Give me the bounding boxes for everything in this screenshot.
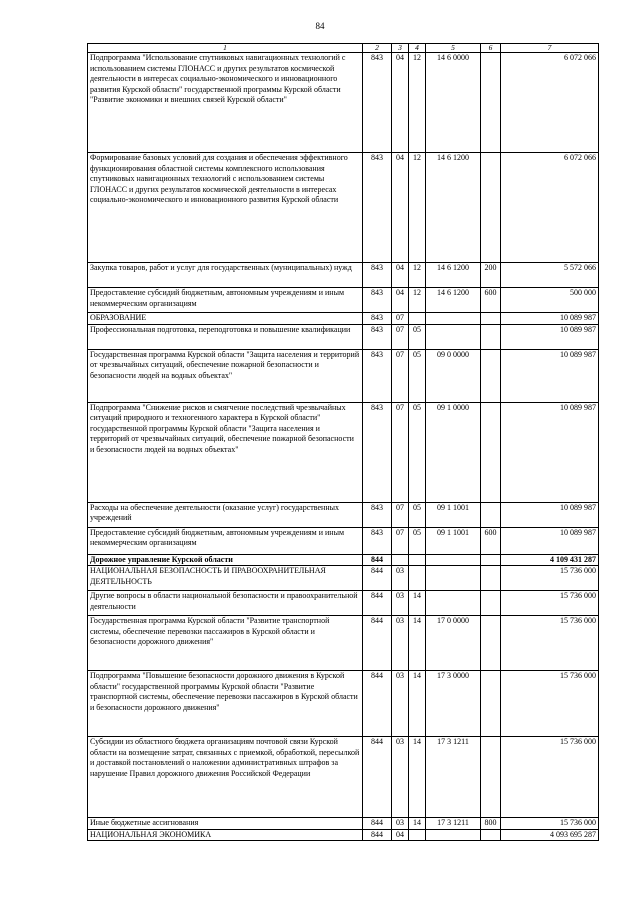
table-body	[88, 44, 599, 841]
cell-amount: 10 089 987	[501, 527, 599, 554]
cell-amount: 10 089 987	[501, 349, 599, 402]
header-cell-7: 7	[501, 44, 599, 53]
cell-admin-code: 843	[363, 153, 392, 263]
cell-subsection: 05	[409, 349, 426, 402]
cell-amount: 5 572 066	[501, 263, 599, 288]
cell-expense-type	[481, 591, 501, 616]
cell-expense-type	[481, 502, 501, 527]
cell-name: Государственная программа Курской области "Защита населения и территорий от чрезвычайных ситуаций, обеспечение пожарной безопасности и безопасности людей на водных объектах"	[88, 349, 363, 402]
cell-amount: 4 109 431 287	[501, 554, 599, 566]
cell-subsection	[409, 313, 426, 325]
cell-amount: 10 089 987	[501, 313, 599, 325]
cell-admin-code: 843	[363, 502, 392, 527]
cell-name: Подпрограмма "Использование спутниковых навигационных технологий с использованием системы ГЛОНАСС и других результатов космической деятельности в интересах социально-экономического и инновационного развития Курской области" государственной программы Курской области "Развитие экономики и внешних связей Курской области"	[88, 53, 363, 153]
cell-section: 03	[392, 566, 409, 591]
table-row	[88, 527, 599, 554]
page-number: 84	[315, 21, 325, 31]
cell-subsection: 14	[409, 671, 426, 737]
cell-name: Иные бюджетные ассигнования	[88, 818, 363, 830]
cell-name: Государственная программа Курской области "Развитие транспортной системы, обеспечение перевозки пассажиров в Курской области и безопасности дорожного движения"	[88, 616, 363, 671]
table-row	[88, 402, 599, 502]
cell-expense-type	[481, 829, 501, 841]
cell-admin-code: 844	[363, 737, 392, 818]
cell-admin-code: 843	[363, 313, 392, 325]
cell-amount: 10 089 987	[501, 502, 599, 527]
cell-section: 07	[392, 502, 409, 527]
budget-table	[87, 43, 599, 841]
cell-name: Предоставление субсидий бюджетным, автономным учреждениям и иным некоммерческим организациям	[88, 288, 363, 313]
cell-expense-type: 800	[481, 818, 501, 830]
cell-admin-code: 844	[363, 829, 392, 841]
cell-expense-type	[481, 349, 501, 402]
cell-name: НАЦИОНАЛЬНАЯ БЕЗОПАСНОСТЬ И ПРАВООХРАНИТЕЛЬНАЯ ДЕЯТЕЛЬНОСТЬ	[88, 566, 363, 591]
cell-section: 04	[392, 153, 409, 263]
cell-expense-type	[481, 313, 501, 325]
table-row	[88, 671, 599, 737]
table-row	[88, 737, 599, 818]
cell-target-article: 14 6 1200	[426, 153, 481, 263]
cell-expense-type	[481, 566, 501, 591]
cell-expense-type	[481, 402, 501, 502]
cell-subsection: 12	[409, 263, 426, 288]
cell-admin-code: 843	[363, 349, 392, 402]
cell-section: 04	[392, 53, 409, 153]
cell-subsection: 14	[409, 616, 426, 671]
cell-amount: 10 089 987	[501, 324, 599, 349]
cell-target-article	[426, 313, 481, 325]
cell-admin-code: 843	[363, 402, 392, 502]
cell-section: 03	[392, 818, 409, 830]
cell-subsection: 12	[409, 153, 426, 263]
table-row	[88, 288, 599, 313]
cell-target-article: 14 6 1200	[426, 263, 481, 288]
cell-section: 03	[392, 616, 409, 671]
cell-subsection: 05	[409, 527, 426, 554]
cell-target-article: 17 3 0000	[426, 671, 481, 737]
cell-subsection: 14	[409, 818, 426, 830]
cell-target-article: 09 0 0000	[426, 349, 481, 402]
cell-expense-type: 200	[481, 263, 501, 288]
cell-target-article: 14 6 0000	[426, 53, 481, 153]
cell-expense-type	[481, 671, 501, 737]
cell-target-article	[426, 324, 481, 349]
header-cell-3: 3	[392, 44, 409, 53]
cell-section: 04	[392, 263, 409, 288]
cell-admin-code: 844	[363, 671, 392, 737]
cell-section: 03	[392, 737, 409, 818]
cell-subsection: 05	[409, 502, 426, 527]
cell-name: Расходы на обеспечение деятельности (оказание услуг) государственных учреждений	[88, 502, 363, 527]
cell-target-article	[426, 829, 481, 841]
table-row	[88, 349, 599, 402]
table-row	[88, 313, 599, 325]
cell-name: НАЦИОНАЛЬНАЯ ЭКОНОМИКА	[88, 829, 363, 841]
cell-name: Формирование базовых условий для создания и обеспечения эффективного функционирования областной системы комплексного использования спутниковых навигационных технологий с использованием системы ГЛОНАСС и других результатов космической деятельности в интересах социально-экономического и инновационного развития Курской области	[88, 153, 363, 263]
cell-amount: 6 072 066	[501, 53, 599, 153]
cell-name: Профессиональная подготовка, переподготовка и повышение квалификации	[88, 324, 363, 349]
header-cell-6: 6	[481, 44, 501, 53]
cell-section: 03	[392, 671, 409, 737]
cell-expense-type	[481, 53, 501, 153]
cell-admin-code: 843	[363, 324, 392, 349]
cell-subsection: 14	[409, 737, 426, 818]
cell-amount: 15 736 000	[501, 591, 599, 616]
table-row	[88, 829, 599, 841]
cell-admin-code: 843	[363, 288, 392, 313]
table-row	[88, 566, 599, 591]
cell-name: Подпрограмма "Снижение рисков и смягчение последствий чрезвычайных ситуаций природного и техногенного характера в Курской области" государственной программы Курской области "Защита населения и территорий от чрезвычайных ситуаций, обеспечение пожарной безопасности и безопасности людей на водных объектах"	[88, 402, 363, 502]
header-cell-5: 5	[426, 44, 481, 53]
cell-section: 07	[392, 313, 409, 325]
cell-admin-code: 844	[363, 616, 392, 671]
cell-subsection: 14	[409, 591, 426, 616]
cell-target-article	[426, 554, 481, 566]
cell-name: Подпрограмма "Повышение безопасности дорожного движения в Курской области" государственной программы Курской области "Развитие транспортной системы, обеспечение перевозки пассажиров в Курской области и безопасности дорожного движения"	[88, 671, 363, 737]
cell-amount: 15 736 000	[501, 566, 599, 591]
cell-amount: 10 089 987	[501, 402, 599, 502]
table-row	[88, 616, 599, 671]
cell-target-article: 17 3 1211	[426, 818, 481, 830]
cell-expense-type	[481, 554, 501, 566]
header-cell-1: 1	[88, 44, 363, 53]
table-row	[88, 324, 599, 349]
cell-expense-type	[481, 324, 501, 349]
cell-section: 07	[392, 527, 409, 554]
table-row	[88, 153, 599, 263]
table-row	[88, 263, 599, 288]
cell-name: Закупка товаров, работ и услуг для государственных (муниципальных) нужд	[88, 263, 363, 288]
cell-target-article: 09 1 1001	[426, 502, 481, 527]
table-row	[88, 591, 599, 616]
table-row	[88, 53, 599, 153]
cell-section: 07	[392, 324, 409, 349]
cell-amount: 15 736 000	[501, 818, 599, 830]
cell-admin-code: 844	[363, 554, 392, 566]
cell-amount: 15 736 000	[501, 737, 599, 818]
header-row	[88, 44, 599, 53]
cell-section	[392, 554, 409, 566]
cell-subsection	[409, 566, 426, 591]
header-cell-4: 4	[409, 44, 426, 53]
table-row	[88, 502, 599, 527]
cell-target-article: 14 6 1200	[426, 288, 481, 313]
cell-amount: 15 736 000	[501, 671, 599, 737]
cell-target-article: 09 1 1001	[426, 527, 481, 554]
cell-expense-type	[481, 153, 501, 263]
cell-amount: 6 072 066	[501, 153, 599, 263]
cell-admin-code: 843	[363, 53, 392, 153]
cell-amount: 4 093 695 287	[501, 829, 599, 841]
cell-expense-type: 600	[481, 288, 501, 313]
cell-section: 04	[392, 288, 409, 313]
cell-name: Дорожное управление Курской области	[88, 554, 363, 566]
cell-section: 03	[392, 591, 409, 616]
table-row	[88, 818, 599, 830]
cell-subsection	[409, 829, 426, 841]
cell-subsection: 12	[409, 288, 426, 313]
cell-subsection: 05	[409, 324, 426, 349]
cell-admin-code: 844	[363, 591, 392, 616]
header-cell-2: 2	[363, 44, 392, 53]
cell-target-article: 17 0 0000	[426, 616, 481, 671]
cell-admin-code: 843	[363, 263, 392, 288]
cell-subsection: 12	[409, 53, 426, 153]
cell-name: Другие вопросы в области национальной безопасности и правоохранительной деятельности	[88, 591, 363, 616]
cell-target-article: 09 1 0000	[426, 402, 481, 502]
cell-target-article	[426, 566, 481, 591]
cell-target-article: 17 3 1211	[426, 737, 481, 818]
cell-section: 07	[392, 349, 409, 402]
cell-name: Предоставление субсидий бюджетным, автономным учреждениям и иным некоммерческим организациям	[88, 527, 363, 554]
cell-amount: 15 736 000	[501, 616, 599, 671]
table-row	[88, 554, 599, 566]
cell-expense-type	[481, 737, 501, 818]
cell-expense-type: 600	[481, 527, 501, 554]
cell-subsection: 05	[409, 402, 426, 502]
cell-admin-code: 844	[363, 818, 392, 830]
cell-admin-code: 843	[363, 527, 392, 554]
cell-name: Субсидии из областного бюджета организациям почтовой связи Курской области на возмещение затрат, связанных с приемкой, обработкой, пересылкой и доставкой постановлений о наложении административных штрафов за нарушение Правил дорожного движения Российской Федерации	[88, 737, 363, 818]
cell-amount: 500 000	[501, 288, 599, 313]
cell-expense-type	[481, 616, 501, 671]
cell-admin-code: 844	[363, 566, 392, 591]
cell-section: 04	[392, 829, 409, 841]
cell-target-article	[426, 591, 481, 616]
cell-name: ОБРАЗОВАНИЕ	[88, 313, 363, 325]
cell-section: 07	[392, 402, 409, 502]
cell-subsection	[409, 554, 426, 566]
